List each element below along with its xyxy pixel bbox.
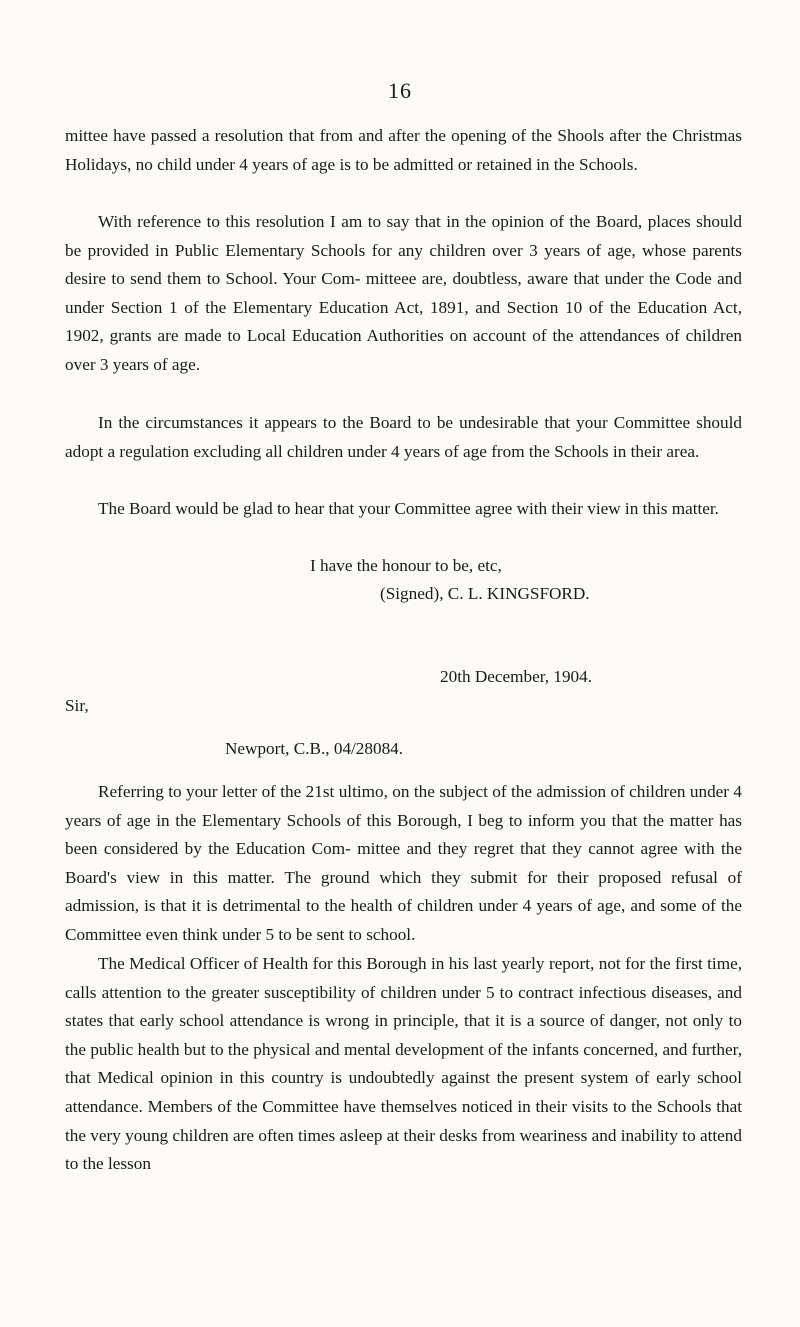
letter1-paragraph-2: With reference to this resolution I am to say that in the opinion of the Board, places should be provided in Public Elementary Schools for any children over 3 years of age, whose parents desire to send them to School. Your Com- mitteee are, doubtless, aware that under the Code and under Section 1 of the Elementary Education Act, 1891, and Section 10 of the Education Act, 1902, grants are made to Local Education Authorities on account of the attendances of children over 3 years of age. bbox=[65, 212, 742, 374]
letter1-paragraph-4: The Board would be glad to hear that your Committee agree with their view in this matter. bbox=[98, 499, 719, 518]
letter2-salutation: Sir, bbox=[65, 696, 89, 715]
letter2-date: 20th December, 1904. bbox=[440, 667, 593, 686]
letter1-paragraph-3: In the circumstances it appears to the Board to be undesirable that your Committee should adopt a regulation excluding all children under 4 years of age from the Schools in their area. bbox=[65, 413, 742, 461]
page-number: 16 bbox=[388, 78, 412, 103]
letter2-paragraph-2: The Medical Officer of Health for this Borough in his last yearly report, not for the first time, calls attention to the greater susceptibility of children under 5 to contract infectious diseases, and states that early school attendance is wrong in principle, that it is a source of danger, not only to the public health but to the physical and mental development of the infants concerned, and further, that Medical opinion in this country is undoubtedly against the present system of early school attendance. Members of the Committee have themselves noticed in their visits to the Schools that the very young children are often times asleep at their desks from weariness and inability to attend to the lesson bbox=[65, 954, 742, 1174]
letter1-signature: (Signed), C. L. KINGSFORD. bbox=[380, 584, 590, 603]
letter2-reference: Newport, C.B., 04/28084. bbox=[225, 739, 404, 758]
letter1-paragraph-1: mittee have passed a resolution that from and after the opening of the Shools after the Christmas Holidays, no child under 4 years of age is to be admitted or retained in the Schools. bbox=[65, 126, 742, 174]
letter2-paragraph-1: Referring to your letter of the 21st ultimo, on the subject of the admission of children under 4 years of age in the Elementary Schools of this Borough, I beg to inform you that the matter has been considered by the Education Com- mittee and they regret that they cannot agree with the Board's view in this matter. The ground which they submit for their proposed refusal of admission, is that it is detrimental to the health of children under 4 years of age, and some of the Committee even think under 5 to be sent to school. bbox=[65, 782, 742, 944]
letter1-signoff: I have the honour to be, etc, bbox=[310, 556, 502, 575]
